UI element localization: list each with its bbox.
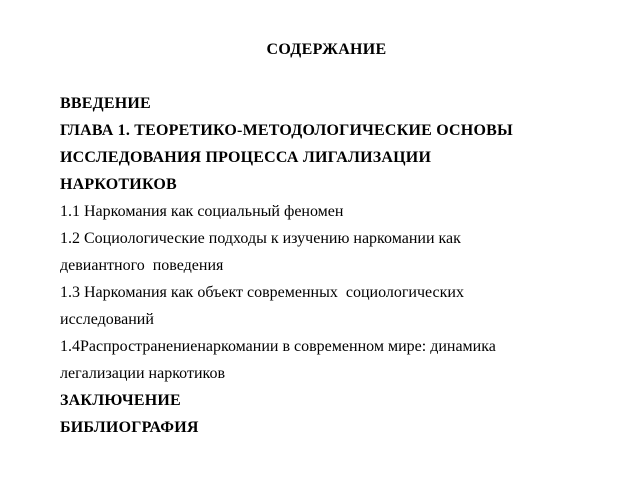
toc-entry-1-3-line2: исследований [60, 311, 154, 328]
toc-entry-chapter1-line3: НАРКОТИКОВ [60, 176, 177, 193]
toc-entry-1-3-line1: 1.3 Наркомания как объект современных социологических [60, 284, 464, 301]
title-body-gap [60, 63, 593, 90]
toc-entry-1-4-line2: легализации наркотиков [60, 365, 226, 382]
toc-entry-1-2-line2: девиантного поведения [60, 257, 224, 274]
toc-entry-conclusion: ЗАКЛЮЧЕНИЕ [60, 392, 181, 409]
toc-entry-chapter1-line1: ГЛАВА 1. ТЕОРЕТИКО-МЕТОДОЛОГИЧЕСКИЕ ОСНОВЫ [60, 122, 513, 139]
toc-entry-bibliography: БИБЛИОГРАФИЯ [60, 419, 199, 436]
toc-title: СОДЕРЖАНИЕ [266, 41, 387, 58]
toc-entry-1-4-line1: 1.4Распространениенаркомании в современном мире: динамика [60, 338, 496, 355]
toc-entry-chapter1-line2: ИССЛЕДОВАНИЯ ПРОЦЕССА ЛИГАЛИЗАЦИИ [60, 149, 432, 166]
toc-entry-1-1: 1.1 Наркомания как социальный феномен [60, 203, 344, 220]
toc-entry-introduction: ВВЕДЕНИЕ [60, 95, 151, 112]
toc-entry-1-2-line1: 1.2 Социологические подходы к изучению наркомании как [60, 230, 461, 247]
